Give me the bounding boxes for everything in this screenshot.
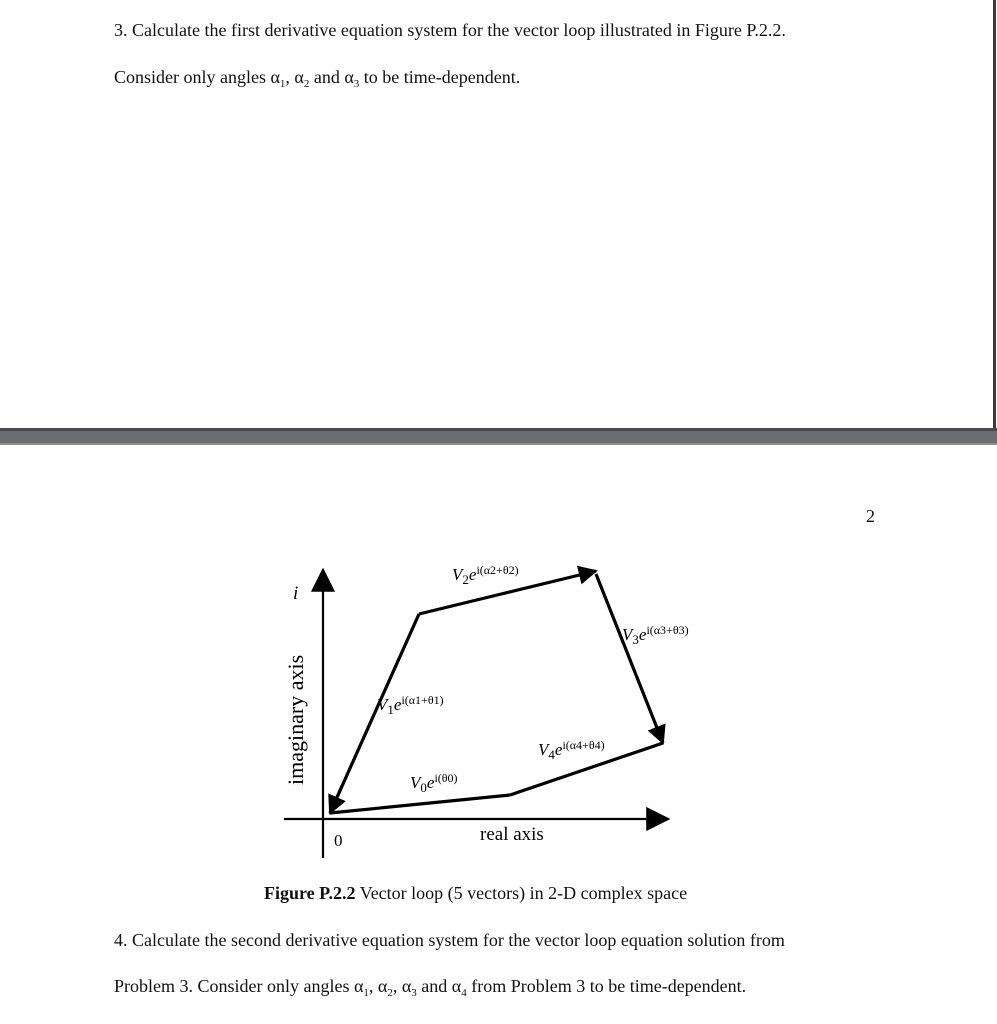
label-v0: $V_0e^{i(\theta 0)}$: [410, 771, 458, 795]
problem-3-statement: 3. Calculate the first derivative equation system for the vector loop illustrated in Figure P.2.2.: [114, 20, 786, 40]
closing-arrow: [330, 786, 342, 813]
vector-v1: [330, 614, 419, 813]
imaginary-axis-label: imaginary axis: [283, 654, 308, 785]
problem-4-statement: 4. Calculate the second derivative equation system for the vector loop equation solution from: [114, 930, 785, 950]
real-axis-label: real axis: [480, 824, 544, 845]
figure-caption: Figure P.2.2 Vector loop (5 vectors) in 2-D complex space: [264, 883, 688, 903]
origin-label: 0: [334, 831, 343, 850]
label-v3: $V_3e^{i(\alpha 3+\theta 3)}$: [622, 623, 689, 647]
problem-3-condition: Consider only angles $\alpha_1$, $\alpha_2$ and $\alpha_3$ to be time-dependent.: [114, 67, 521, 90]
vector-v3: [596, 574, 663, 743]
vector-v2: [419, 571, 596, 614]
vector-v0: [330, 795, 510, 813]
label-v2: $V_2e^{i(\alpha 2+\theta 2)}$: [452, 563, 519, 587]
problem-4-condition: Problem 3. Consider only angles $\alpha_1$, $\alpha_2$, $\alpha_3$ and $\alpha_4$ from Problem 3 to be time-dependent.: [114, 976, 747, 999]
label-v1: $V_1e^{i(\alpha 1+\theta 1)}$: [377, 693, 444, 717]
imaginary-unit-label: i: [293, 583, 299, 604]
page-number: 2: [866, 506, 875, 526]
label-v4: $V_4e^{i(\alpha 4+\theta 4)}$: [538, 738, 605, 762]
